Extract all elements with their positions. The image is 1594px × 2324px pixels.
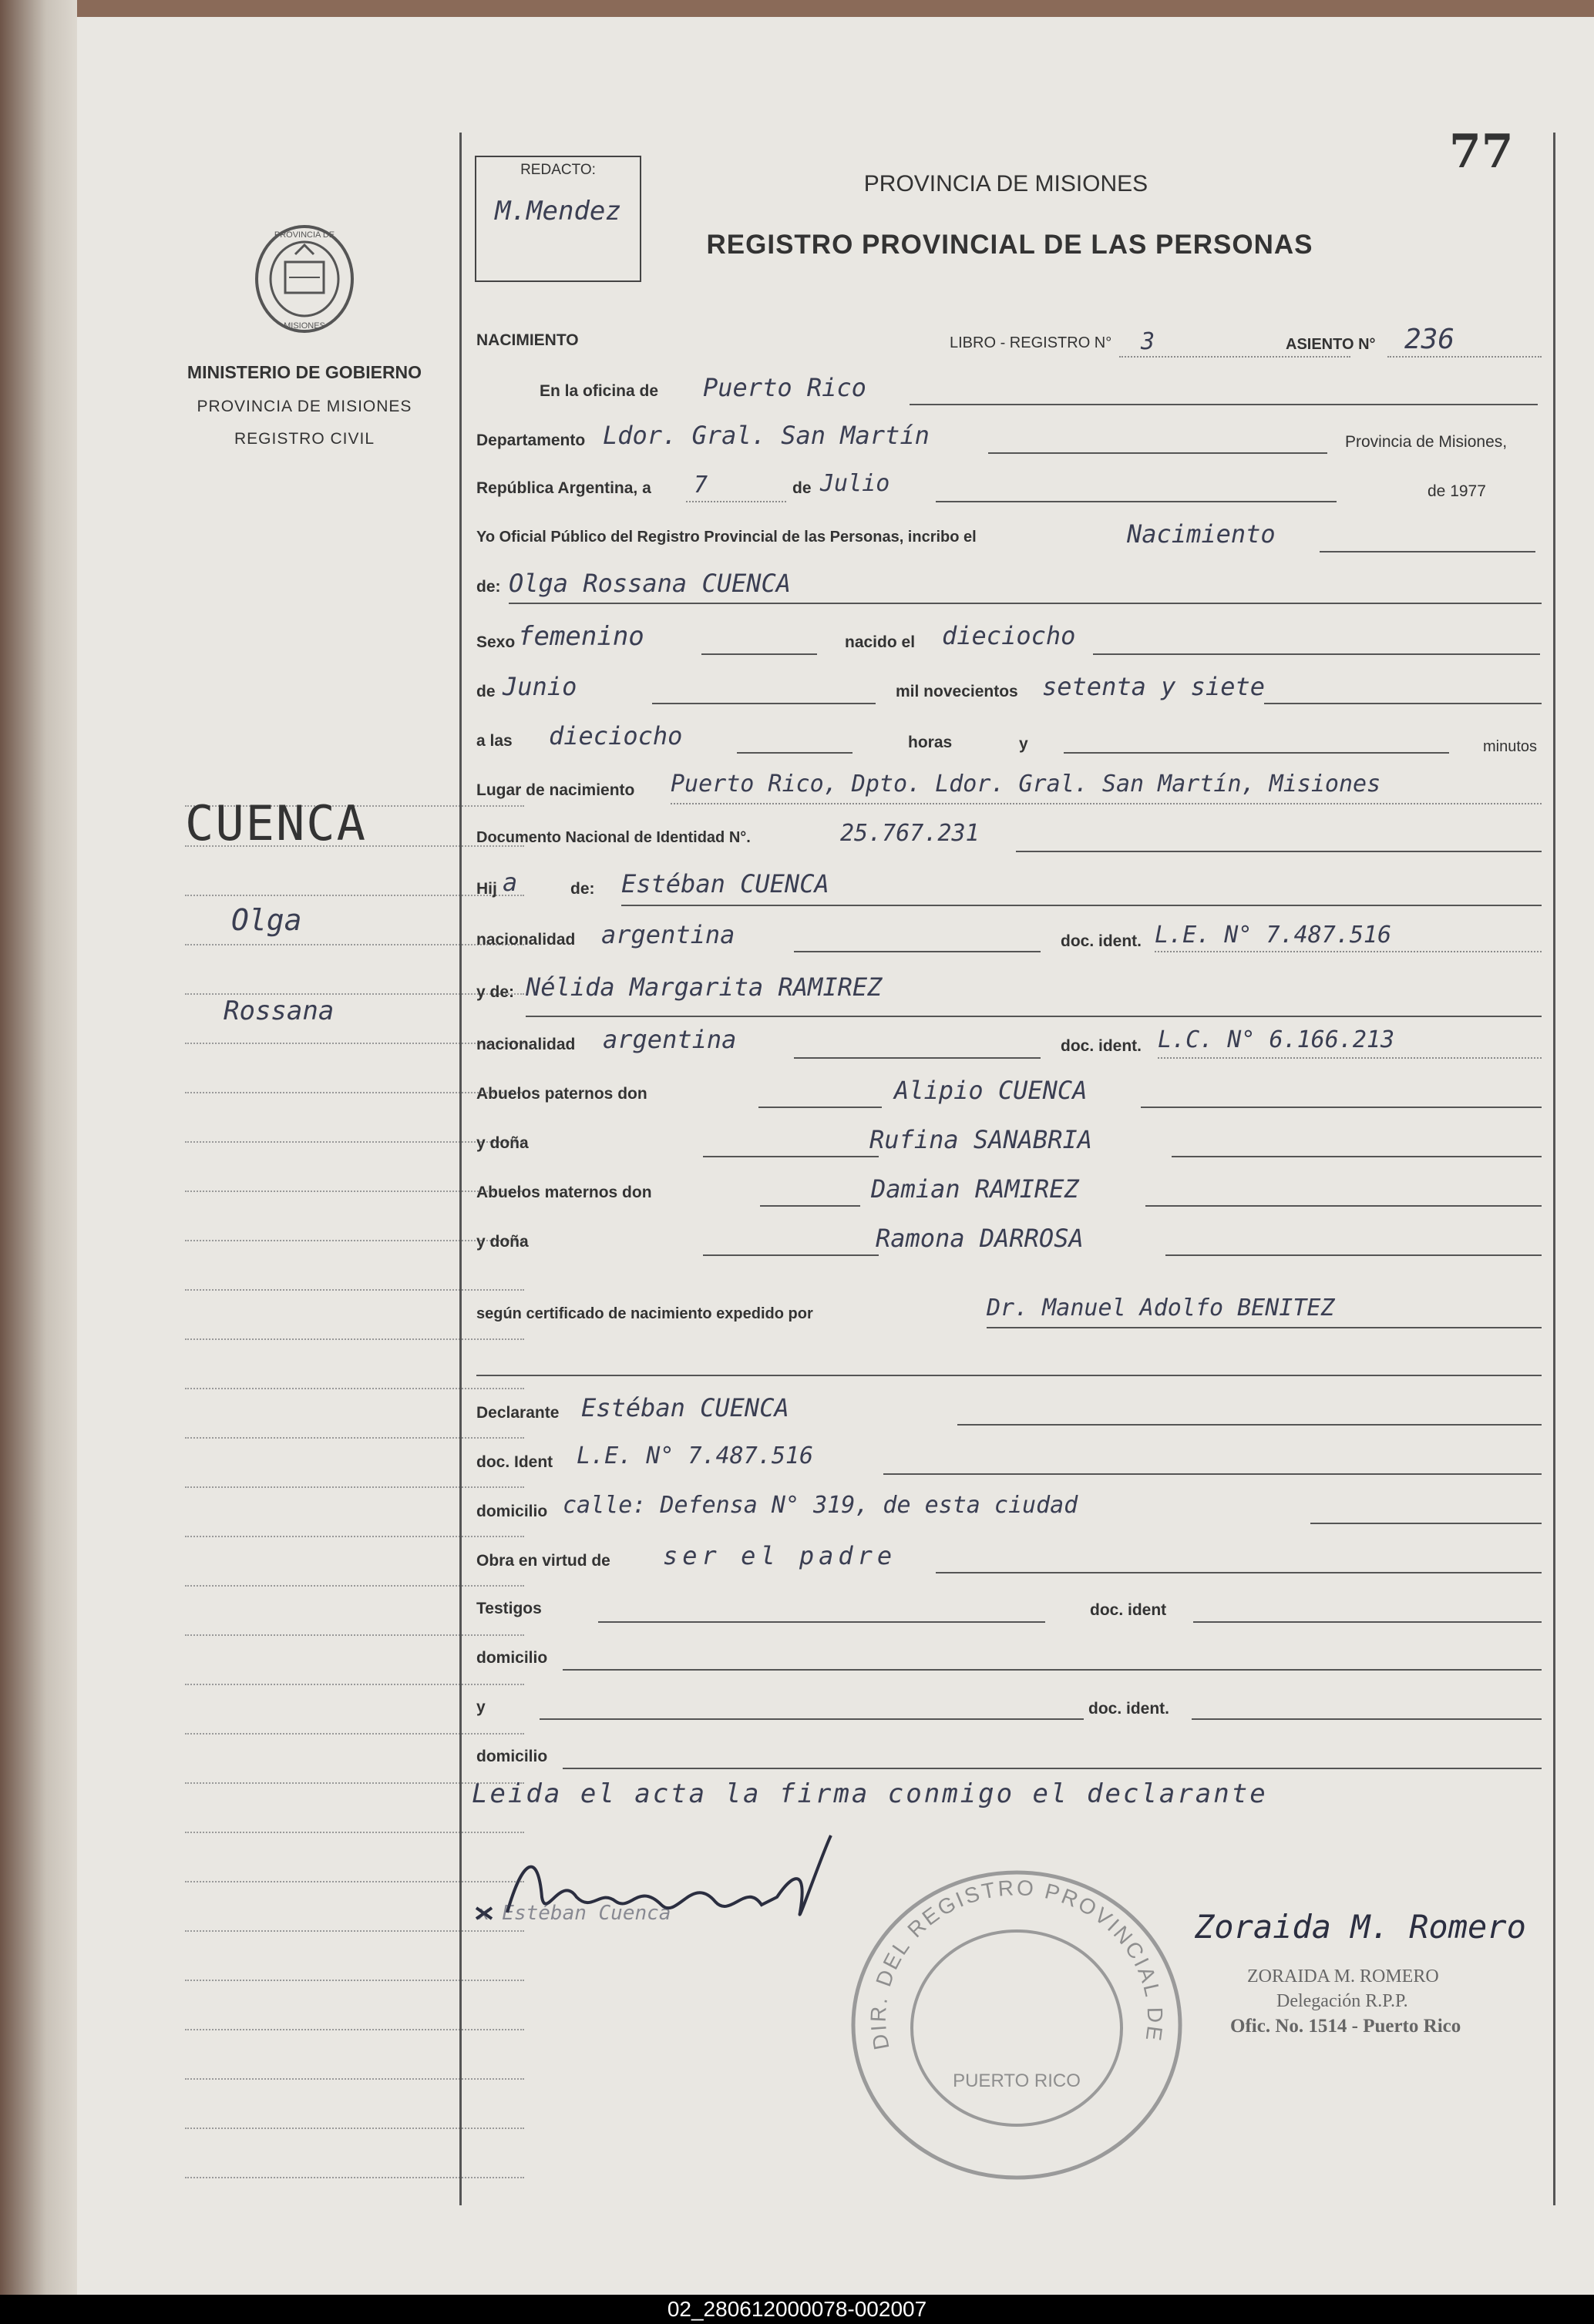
testigos-line [598, 1621, 1045, 1623]
svg-text:DIR. DEL REGISTRO PROVINCIAL D: DIR. DEL REGISTRO PROVINCIAL DE [866, 1876, 1168, 2052]
nacido-line [1093, 653, 1540, 655]
obra-label: Obra en virtud de [476, 1552, 610, 1570]
departamento-label: Departamento [476, 432, 586, 449]
doc-padre-value: L.E. N° 7.487.516 [1155, 922, 1392, 949]
doc-decl-line [883, 1473, 1542, 1475]
mes-nac-value: Junio [503, 672, 577, 701]
domicilio3-label: domicilio [476, 1748, 548, 1765]
horas-line [737, 752, 852, 754]
domicilio-decl-line [1310, 1523, 1542, 1524]
yo-label: Yo Oficial Público del Registro Provincial de las Personas, incribo el [476, 529, 977, 546]
hij-label: Hij [476, 880, 497, 898]
ministry-line2: PROVINCIA DE MISIONES [197, 398, 412, 415]
provincia-label: Provincia de Misiones, [1345, 433, 1508, 451]
doc-decl-value: L.E. N° 7.487.516 [577, 1442, 814, 1469]
archive-code-bar [0, 2295, 1594, 2324]
minutos-label: minutos [1483, 738, 1538, 755]
svg-text:PUERTO RICO: PUERTO RICO [953, 2070, 1081, 2091]
libro-line [1119, 356, 1350, 358]
redacto-label: REDACTO: [520, 162, 596, 178]
departamento-line [988, 452, 1327, 454]
abuelo-m-line-b [1145, 1205, 1542, 1207]
dia-value: 7 [694, 472, 708, 499]
yde-label: y de: [476, 983, 515, 1001]
doc-decl-label: doc. Ident [476, 1453, 553, 1471]
declarant-signature [469, 1828, 869, 1936]
declarante-line [957, 1424, 1542, 1426]
nac-madre-line [794, 1057, 1041, 1059]
official-signature: Zoraida M. Romero [1195, 1908, 1526, 1946]
redacto-box [475, 156, 641, 282]
mes-nac-line [652, 703, 876, 704]
yo-value: Nacimiento [1127, 519, 1276, 549]
libro-label: LIBRO - REGISTRO N° [950, 334, 1112, 351]
padre-line [621, 905, 1542, 906]
de-label: de [792, 479, 812, 497]
dni-value: 25.767.231 [840, 820, 980, 847]
domicilio3-line [563, 1768, 1542, 1769]
domicilio-decl-label: domicilio [476, 1503, 548, 1520]
nac-madre-value: argentina [603, 1025, 737, 1054]
svg-text:PROVINCIA DE: PROVINCIA DE [274, 230, 335, 240]
official-name: ZORAIDA M. ROMERO [1247, 1966, 1439, 1986]
anio-value: setenta y siete [1042, 672, 1265, 701]
nombre-value: Olga Rossana CUENCA [509, 569, 792, 598]
abuela-m-line-a [703, 1254, 879, 1256]
nac-madre-label: nacionalidad [476, 1036, 576, 1053]
nac-padre-label: nacionalidad [476, 931, 576, 949]
lugar-label: Lugar de nacimiento [476, 781, 635, 799]
ministry-line1: MINISTERIO DE GOBIERNO [187, 362, 422, 382]
asiento-value: 236 [1404, 324, 1455, 355]
abuela-p-line-b [1172, 1156, 1542, 1157]
doc-madre-label: doc. ident. [1061, 1037, 1142, 1055]
margin-name2: Rossana [224, 996, 335, 1026]
minutos-line [1064, 752, 1449, 754]
abuelo-p-line-a [758, 1107, 882, 1108]
dni-label: Documento Nacional de Identidad N°. [476, 829, 751, 846]
y2-line [540, 1718, 1084, 1720]
madre-value: Nélida Margarita RAMIREZ [526, 972, 883, 1002]
domicilio-decl-value: calle: Defensa N° 319, de esta ciudad [563, 1492, 1078, 1519]
padre-value: Estéban CUENCA [621, 869, 829, 898]
sexo-line [701, 653, 817, 655]
nac-padre-line [794, 951, 1041, 952]
y2-doc-line [1192, 1718, 1542, 1720]
dni-line [1016, 851, 1542, 852]
declarante-label: Declarante [476, 1404, 560, 1422]
abuela-m-line-b [1165, 1254, 1542, 1256]
redacto-signature: M.Mendez [495, 196, 621, 227]
archive-code: 02_280612000078-002007 [667, 2297, 927, 2321]
declarant-signature-text: x Estéban Cuenca [478, 1902, 671, 1925]
abuela-p-label: y doña [476, 1134, 529, 1152]
sexo-label: Sexo [476, 633, 516, 651]
domicilio2-line [563, 1669, 1542, 1671]
header-title: REGISTRO PROVINCIAL DE LAS PERSONAS [706, 230, 1313, 260]
abuelos-p-label: Abuelos paternos don [476, 1085, 647, 1103]
testigos-doc-line [1193, 1621, 1542, 1623]
page-number: 77 [1449, 125, 1514, 179]
header-province: PROVINCIA DE MISIONES [863, 171, 1148, 196]
abuela-m-label: y doña [476, 1233, 529, 1251]
anio-line [1264, 703, 1542, 704]
coat-of-arms-seal [251, 223, 358, 339]
oficina-label: En la oficina de [540, 382, 659, 400]
margin-name1: Olga [231, 903, 302, 937]
nacido-label: nacido el [845, 633, 916, 651]
abuelo-p-line-b [1141, 1107, 1542, 1108]
nac-padre-value: argentina [601, 920, 735, 949]
de-padre-label: de: [570, 880, 595, 898]
alas-label: a las [476, 732, 513, 750]
nombre-line [509, 603, 1542, 604]
abuelo-m-value: Damian RAMIREZ [871, 1174, 1079, 1204]
ministry-line3: REGISTRO CIVIL [234, 430, 375, 448]
de-nombre-label: de: [476, 578, 501, 596]
testigos-doc-label: doc. ident [1090, 1601, 1167, 1619]
abuela-m-value: Ramona DARROSA [876, 1224, 1084, 1253]
nacimiento-label: NACIMIENTO [476, 331, 579, 349]
oficina-line [910, 404, 1538, 405]
doc-madre-value: L.C. N° 6.166.213 [1158, 1026, 1395, 1053]
abuelos-m-label: Abuelos maternos don [476, 1184, 652, 1201]
horas-label: horas [908, 734, 953, 751]
margin-surname: CUENCA [185, 795, 367, 851]
official-title: Delegación R.P.P. [1276, 1991, 1408, 2011]
republica-label: República Argentina, a [476, 479, 651, 497]
certificado-label: según certificado de nacimiento expedido por [476, 1305, 813, 1322]
y2-doc-label: doc. ident. [1088, 1700, 1169, 1718]
de-mes-label: de [476, 683, 496, 700]
y2-label: y [476, 1698, 486, 1716]
de-anio-label: de 1977 [1428, 482, 1486, 500]
y-label: y [1019, 735, 1028, 753]
certificado-line [987, 1327, 1542, 1328]
asiento-label: ASIENTO N° [1286, 336, 1376, 353]
svg-text:MISIONES: MISIONES [284, 321, 325, 331]
oficina-value: Puerto Rico [703, 373, 866, 402]
lugar-line [671, 803, 1542, 804]
left-column [77, 17, 455, 2324]
leida-text: Leida el acta la firma conmigo el declarante [472, 1778, 1268, 1809]
asiento-line [1387, 356, 1542, 358]
abuelo-p-value: Alipio CUENCA [894, 1076, 1088, 1105]
obra-value: ser el padre [663, 1541, 897, 1570]
obra-line [936, 1572, 1542, 1573]
doc-madre-line [1158, 1057, 1542, 1059]
certificado-value: Dr. Manuel Adolfo BENITEZ [987, 1295, 1335, 1322]
book-binding [0, 0, 77, 2324]
lugar-value: Puerto Rico, Dpto. Ldor. Gral. San Martín, Misiones [671, 771, 1381, 798]
domicilio2-label: domicilio [476, 1649, 548, 1667]
official-office: Ofic. No. 1514 - Puerto Rico [1230, 2016, 1461, 2037]
sexo-value: femenino [518, 621, 644, 652]
horas-value: dieciocho [549, 721, 683, 751]
abuela-p-line-a [703, 1156, 879, 1157]
abuela-p-value: Rufina SANABRIA [869, 1125, 1092, 1154]
madre-line [526, 1016, 1542, 1017]
mil-label: mil novecientos [896, 683, 1018, 700]
mes-line [936, 501, 1337, 502]
mes-value: Julio [820, 470, 890, 497]
doc-padre-line [1155, 951, 1542, 952]
doc-padre-label: doc. ident. [1061, 932, 1142, 950]
testigos-label: Testigos [476, 1600, 542, 1617]
departamento-value: Ldor. Gral. San Martín [603, 421, 930, 450]
certificado-line2 [476, 1375, 1542, 1376]
document-page [77, 17, 1594, 2324]
abuelo-m-line-a [760, 1205, 860, 1207]
yo-line [1320, 551, 1535, 552]
dia-line [686, 501, 786, 502]
nacido-value: dieciocho [942, 621, 1076, 650]
libro-value: 3 [1141, 328, 1155, 355]
official-stamp [843, 1863, 1190, 2187]
declarante-value: Estéban CUENCA [581, 1393, 789, 1422]
hij-value: a [503, 868, 518, 897]
